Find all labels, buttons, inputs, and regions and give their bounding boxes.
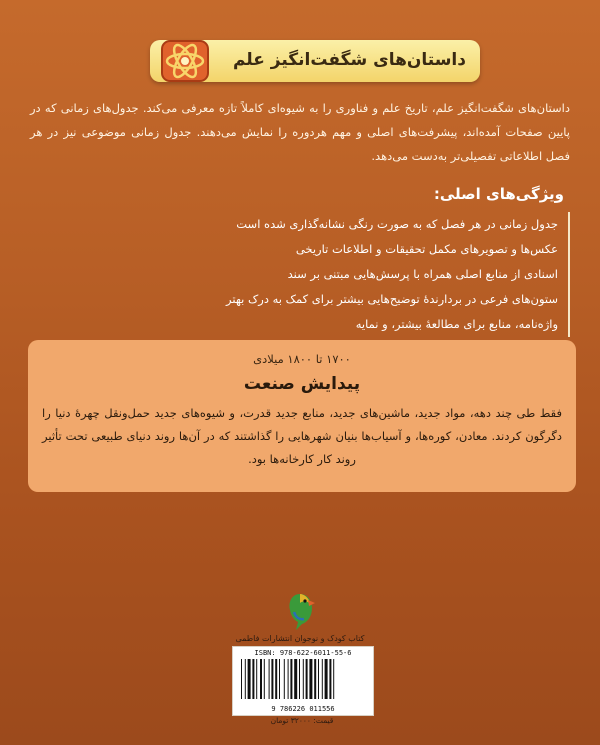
highlight-body: فقط طی چند دهه، مواد جدید، ماشین‌های جدید، منابع جدید قدرت، و شیوه‌های جدید حمل‌ونقل چهرهٔ دنیا را دگرگون کردند. معادن، کوره‌ها، و آسیاب‌ها بنیان شهرهایی را گذاشتند که در آن‌ها روند دنیای طبیعی تحت تأثیر روند کار کارخانه‌ها بود. bbox=[42, 406, 562, 466]
list-item: اسنادی از منابع اصلی همراه با پرسش‌هایی مبتنی بر سند bbox=[40, 262, 570, 287]
highlight-box bbox=[28, 340, 576, 492]
series-title: داستان‌های شگفت‌انگیز علم bbox=[232, 50, 466, 70]
highlight-title: پیدایش صنعت bbox=[243, 374, 361, 394]
list-item: واژه‌نامه، منابع برای مطالعهٔ بیشتر، و نمایه bbox=[40, 312, 570, 337]
list-item: عکس‌ها و تصویرهای مکمل تحقیقات و اطلاعات تاریخی bbox=[40, 237, 570, 262]
features-list bbox=[40, 212, 570, 337]
atom-logo-icon bbox=[156, 35, 214, 87]
barcode-bars bbox=[239, 659, 367, 699]
parrot-logo-icon bbox=[282, 590, 318, 634]
date-range: ۱۷۰۰ تا ۱۸۰۰ میلادی bbox=[253, 352, 351, 366]
barcode-digits: 9 786226 011556 bbox=[271, 705, 335, 713]
isbn-text: ISBN: 978-622-6011-55-6 bbox=[254, 649, 352, 657]
price-label: قیمت: ۳۲۰۰۰ تومان bbox=[270, 716, 334, 725]
list-item: جدول زمانی در هر فصل که به صورت رنگی نشانه‌گذاری شده است bbox=[40, 212, 570, 237]
barcode bbox=[232, 646, 374, 716]
features-heading: ویژگی‌های اصلی: bbox=[433, 185, 564, 203]
intro-paragraph: داستان‌های شگفت‌انگیز علم، تاریخ علم و فناوری را به شیوه‌ای کاملاً تازه معرفی می‌کند. جدول‌های زمانی که در پایین صفحات آمده‌اند، پیشرفت‌های اصلی و مهم هردوره را نمایش می‌دهند. جدول زمانی موضوعی نیز در هر فصل اطلاعاتی تفصیلی‌تر به‌دست می‌دهد. bbox=[30, 101, 570, 163]
publisher-name: کتاب کودک و نوجوان انتشارات فاطمی bbox=[235, 634, 365, 643]
list-item: ستون‌های فرعی در بردارندهٔ توضیح‌هایی بیشتر برای کمک به درک بهتر bbox=[40, 287, 570, 312]
